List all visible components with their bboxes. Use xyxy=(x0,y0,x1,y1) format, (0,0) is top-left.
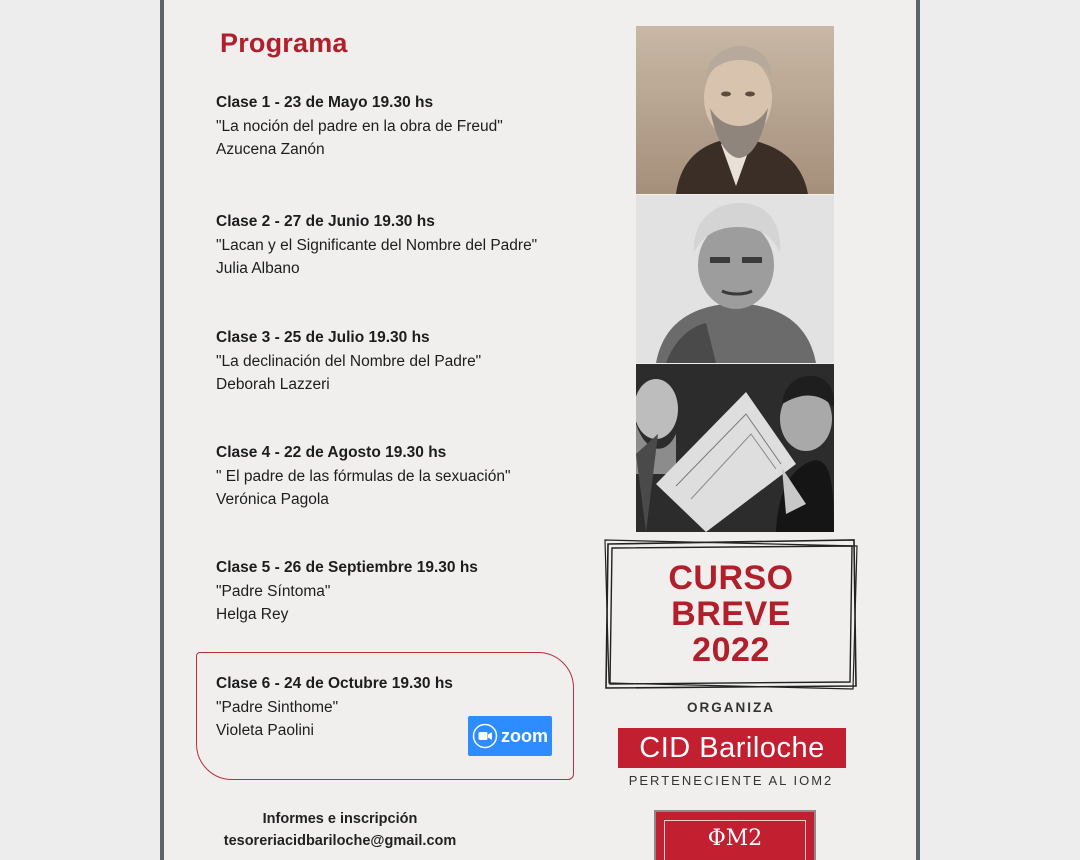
freud-portrait xyxy=(636,26,834,194)
lacan-portrait xyxy=(636,195,834,363)
course-line-1: CURSO xyxy=(668,559,794,597)
portrait-image xyxy=(636,195,834,363)
class-topic: "La noción del padre en la obra de Freud" xyxy=(216,117,503,135)
class-item-2 xyxy=(216,210,576,281)
class-date: Clase 2 - 27 de Junio 19.30 hs xyxy=(216,213,435,230)
class-speaker: Julia Albano xyxy=(216,260,300,277)
course-line-2: BREVE xyxy=(671,595,791,633)
class-topic: "Padre Síntoma" xyxy=(216,582,331,600)
zoom-camera-icon xyxy=(472,723,498,749)
freud-lacan-collage xyxy=(636,364,834,532)
class-speaker: Violeta Paolini xyxy=(216,722,314,739)
class-date: Clase 6 - 24 de Octubre 19.30 hs xyxy=(216,675,453,692)
info-label: Informes e inscripción xyxy=(262,811,418,827)
organizer-label: ORGANIZA xyxy=(687,700,775,715)
contact-email[interactable]: tesoreriacidbariloche@gmail.com xyxy=(223,833,457,849)
class-topic: "Lacan y el Significante del Nombre del Padre" xyxy=(216,236,538,254)
iom2-logo-text: ΦM2 xyxy=(664,820,806,860)
class-speaker: Helga Rey xyxy=(216,606,289,623)
class-item-1 xyxy=(216,91,576,162)
flyer-sheet xyxy=(160,0,920,860)
class-date: Clase 4 - 22 de Agosto 19.30 hs xyxy=(216,444,447,461)
class-topic: " El padre de las fórmulas de la sexuación" xyxy=(216,467,511,485)
collage-image xyxy=(636,364,834,532)
class-speaker: Azucena Zanón xyxy=(216,141,325,158)
class-date: Clase 5 - 26 de Septiembre 19.30 hs xyxy=(216,559,478,576)
class-topic: "La declinación del Nombre del Padre" xyxy=(216,352,482,370)
course-year: 2022 xyxy=(692,631,770,669)
program-title: Programa xyxy=(220,28,348,58)
class-speaker: Verónica Pagola xyxy=(216,491,329,508)
class-date: Clase 1 - 23 de Mayo 19.30 hs xyxy=(216,94,434,111)
affiliation-text: PERTENECIENTE AL IOM2 xyxy=(628,773,834,788)
zoom-label: zoom xyxy=(501,725,548,746)
course-title xyxy=(604,560,858,668)
info-block xyxy=(220,808,460,852)
class-speaker: Deborah Lazzeri xyxy=(216,376,330,393)
class-item-5 xyxy=(216,556,576,627)
portrait-image xyxy=(636,26,834,194)
zoom-badge[interactable] xyxy=(468,716,552,756)
iom2-logo xyxy=(654,810,816,860)
class-item-4 xyxy=(216,441,576,512)
cid-bariloche-logo: CID Bariloche xyxy=(618,728,846,768)
class-item-3 xyxy=(216,326,576,397)
class-date: Clase 3 - 25 de Julio 19.30 hs xyxy=(216,329,430,346)
class-topic: "Padre Sinthome" xyxy=(216,698,339,716)
